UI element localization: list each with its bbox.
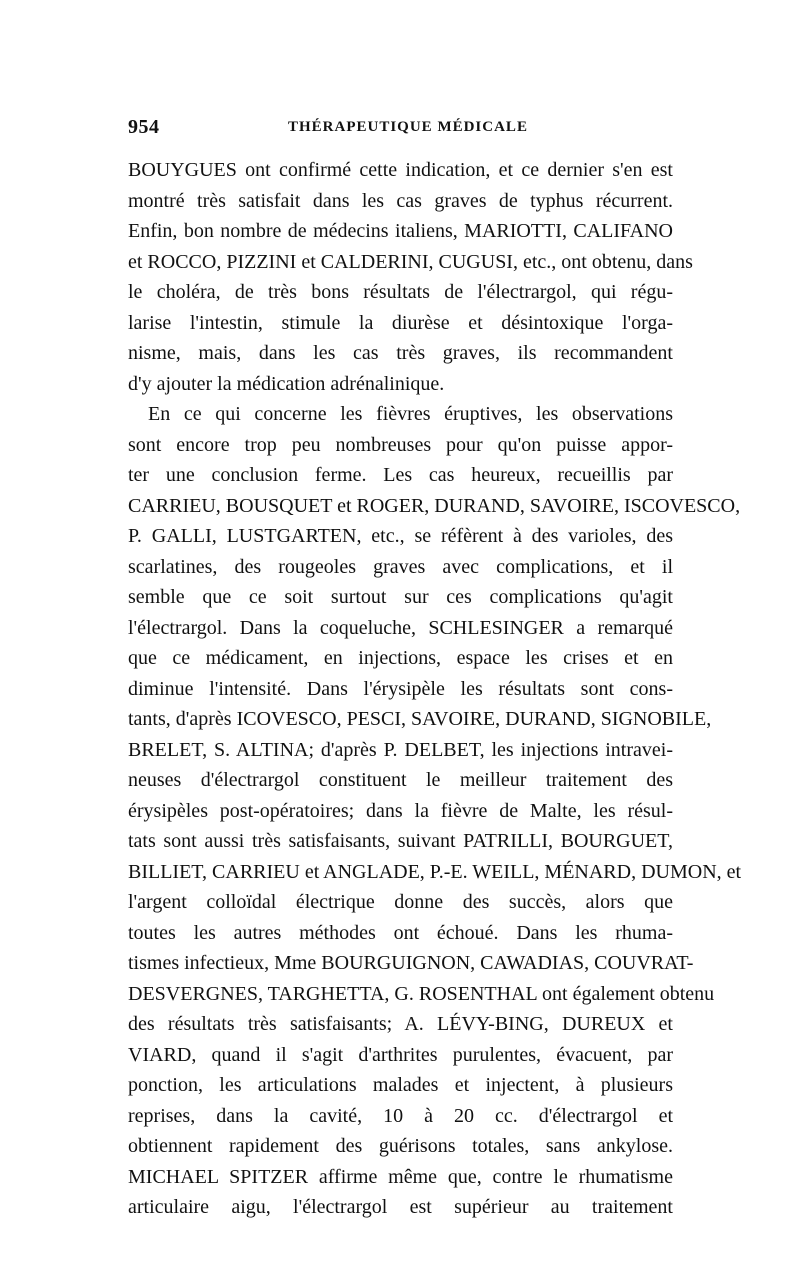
text-line: et ROCCO, PIZZINI et CALDERINI, CUGUSI, etc., ont obtenu, dans	[128, 250, 693, 273]
text-line: diminue l'intensité. Dans l'érysipèle les résultats sont cons-	[128, 677, 673, 700]
text-line: ponction, les articulations malades et injectent, à plusieurs	[128, 1074, 673, 1096]
body-text	[128, 155, 742, 1223]
text-line: érysipèles post-opératoires; dans la fièvre de Malte, les résul-	[128, 799, 673, 822]
page-number: 954	[128, 116, 160, 138]
text-line: reprises, dans la cavité, 10 à 20 cc. d'électrargol et	[128, 1104, 673, 1127]
running-head	[128, 116, 676, 140]
text-line: P. GALLI, LUSTGARTEN, etc., se réfèrent à des varioles, des	[128, 525, 673, 547]
text-line: MICHAEL SPITZER affirme même que, contre le rhumatisme	[128, 1165, 673, 1188]
text-line: En ce qui concerne les fièvres éruptives, les observations	[148, 403, 673, 425]
text-line: scarlatines, des rougeoles graves avec complications, et il	[128, 555, 673, 578]
text-line: l'électrargol. Dans la coqueluche, SCHLESINGER a remarqué	[128, 616, 673, 639]
running-title: THÉRAPEUTIQUE MÉDICALE	[288, 119, 528, 135]
text-line: DESVERGNES, TARGHETTA, G. ROSENTHAL ont également obtenu	[128, 982, 715, 1005]
text-line: des résultats très satisfaisants; A. LÉVY-BING, DUREUX et	[128, 1013, 673, 1035]
text-line: tants, d'après ICOVESCO, PESCI, SAVOIRE, DURAND, SIGNOBILE,	[128, 708, 712, 730]
text-line: tismes infectieux, Mme BOURGUIGNON, CAWADIAS, COUVRAT-	[128, 952, 694, 974]
text-line: neuses d'électrargol constituent le meilleur traitement des	[128, 769, 673, 791]
text-line: le choléra, de très bons résultats de l'électrargol, qui régu-	[128, 281, 673, 303]
text-line: obtiennent rapidement des guérisons totales, sans ankylose.	[128, 1135, 673, 1157]
text-line: l'argent colloïdal électrique donne des succès, alors que	[128, 891, 673, 913]
text-line: BILLIET, CARRIEU et ANGLADE, P.-E. WEILL, MÉNARD, DUMON, et	[128, 860, 742, 883]
text-line: nisme, mais, dans les cas très graves, ils recommandent	[128, 342, 673, 364]
text-line: larise l'intestin, stimule la diurèse et désintoxique l'orga-	[128, 311, 673, 334]
text-line: VIARD, quand il s'agit d'arthrites purulentes, évacuent, par	[128, 1043, 673, 1066]
text-line: que ce médicament, en injections, espace les crises et en	[128, 647, 673, 669]
text-line: montré très satisfait dans les cas graves de typhus récurrent.	[128, 189, 673, 212]
text-line: CARRIEU, BOUSQUET et ROGER, DURAND, SAVOIRE, ISCOVESCO,	[128, 494, 741, 517]
text-line: tats sont aussi très satisfaisants, suivant PATRILLI, BOURGUET,	[128, 830, 673, 852]
text-line: ter une conclusion ferme. Les cas heureux, recueillis par	[128, 464, 673, 486]
text-line: Enfin, bon nombre de médecins italiens, MARIOTTI, CALIFANO	[128, 220, 673, 242]
text-line: toutes les autres méthodes ont échoué. Dans les rhuma-	[128, 921, 673, 944]
text-line: semble que ce soit surtout sur ces complications qu'agit	[128, 586, 673, 608]
text-line: BRELET, S. ALTINA; d'après P. DELBET, les injections intravei-	[128, 738, 673, 761]
text-line: d'y ajouter la médication adrénalinique.	[128, 372, 445, 395]
text-line: articulaire aigu, l'électrargol est supérieur au traitement	[128, 1196, 673, 1218]
text-line: sont encore trop peu nombreuses pour qu'on puisse appor-	[128, 433, 673, 456]
text-line: BOUYGUES ont confirmé cette indication, et ce dernier s'en est	[128, 159, 673, 181]
